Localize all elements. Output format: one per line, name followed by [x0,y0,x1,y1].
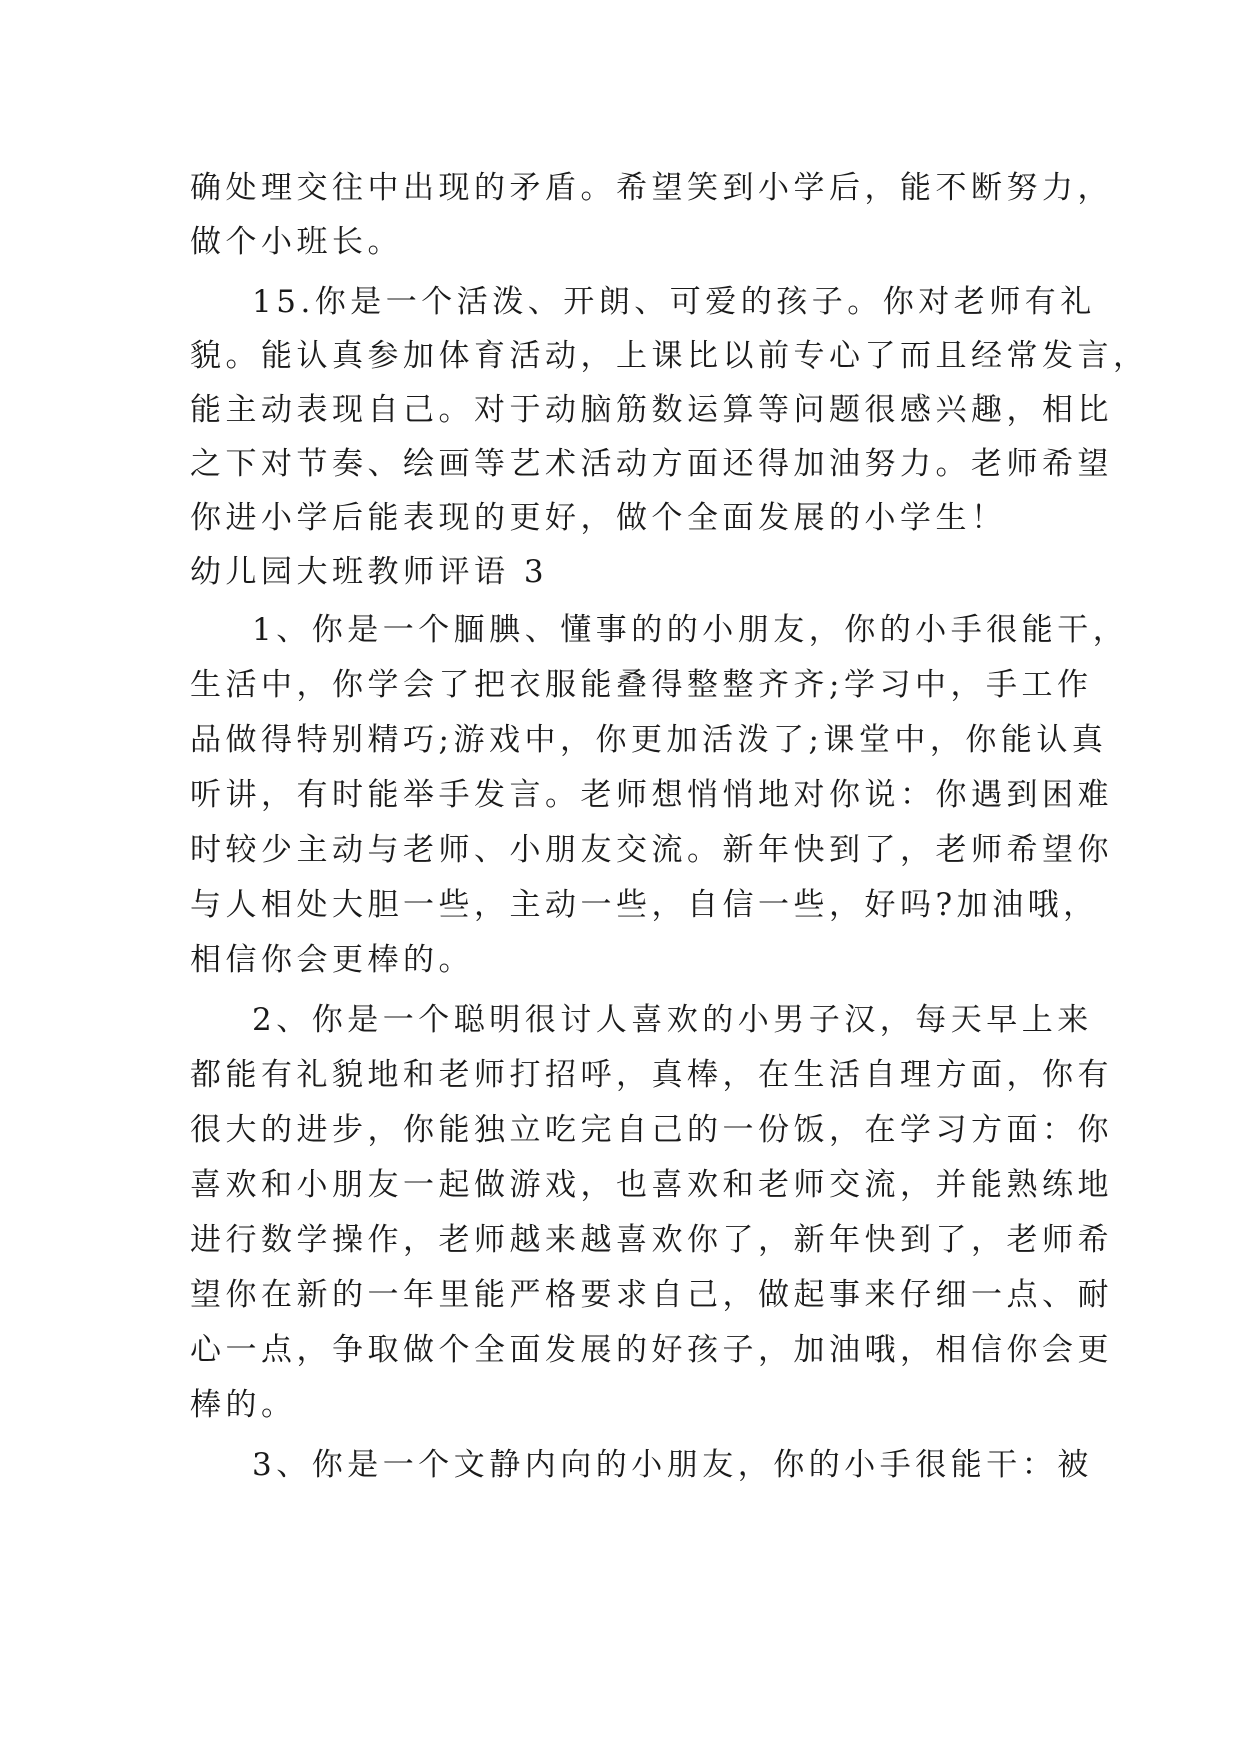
text-line: 听讲，有时能举手发言。老师想悄悄地对你说：你遇到困难 [190,777,1113,813]
text-line: 做个小班长。 [190,224,403,260]
text-line: 与人相处大胆一些，主动一些，自信一些，好吗?加油哦， [190,887,1099,923]
text-line: 都能有礼貌地和老师打招呼，真棒，在生活自理方面，你有 [190,1057,1113,1093]
text-line: 望你在新的一年里能严格要求自己，做起事来仔细一点、耐 [190,1277,1113,1313]
section-heading: 幼儿园大班教师评语 3 [190,554,549,590]
text-line: 品做得特别精巧;游戏中，你更加活泼了;课堂中，你能认真 [190,722,1108,758]
text-line: 时较少主动与老师、小朋友交流。新年快到了，老师希望你 [190,832,1113,868]
text-line: 棒的。 [190,1387,297,1423]
paragraph-first-line: 1、你是一个腼腆、懂事的的小朋友，你的小手很能干， [252,612,1129,648]
text-line: 很大的进步，你能独立吃完自己的一份饭，在学习方面：你 [190,1112,1113,1148]
text-line: 相信你会更棒的。 [190,942,474,978]
text-line: 你进小学后能表现的更好，做个全面发展的小学生！ [190,500,1007,536]
text-line: 貌。能认真参加体育活动，上课比以前专心了而且经常发言， [190,338,1149,374]
paragraph-first-line: 3、你是一个文静内向的小朋友，你的小手很能干：被 [252,1447,1093,1483]
text-line: 确处理交往中出现的矛盾。希望笑到小学后，能不断努力， [190,170,1113,206]
paragraph-first-line: 2、你是一个聪明很讨人喜欢的小男子汉，每天早上来 [252,1002,1093,1038]
text-line: 之下对节奏、绘画等艺术活动方面还得加油努力。老师希望 [190,446,1113,482]
text-line: 心一点，争取做个全面发展的好孩子，加油哦，相信你会更 [190,1332,1113,1368]
paragraph-first-line: 15.你是一个活泼、开朗、可爱的孩子。你对老师有礼 [252,284,1096,320]
text-line: 生活中，你学会了把衣服能叠得整整齐齐;学习中，手工作 [190,667,1093,703]
text-line: 进行数学操作，老师越来越喜欢你了，新年快到了，老师希 [190,1222,1113,1258]
text-line: 喜欢和小朋友一起做游戏，也喜欢和老师交流，并能熟练地 [190,1167,1113,1203]
text-line: 能主动表现自己。对于动脑筋数运算等问题很感兴趣，相比 [190,392,1113,428]
